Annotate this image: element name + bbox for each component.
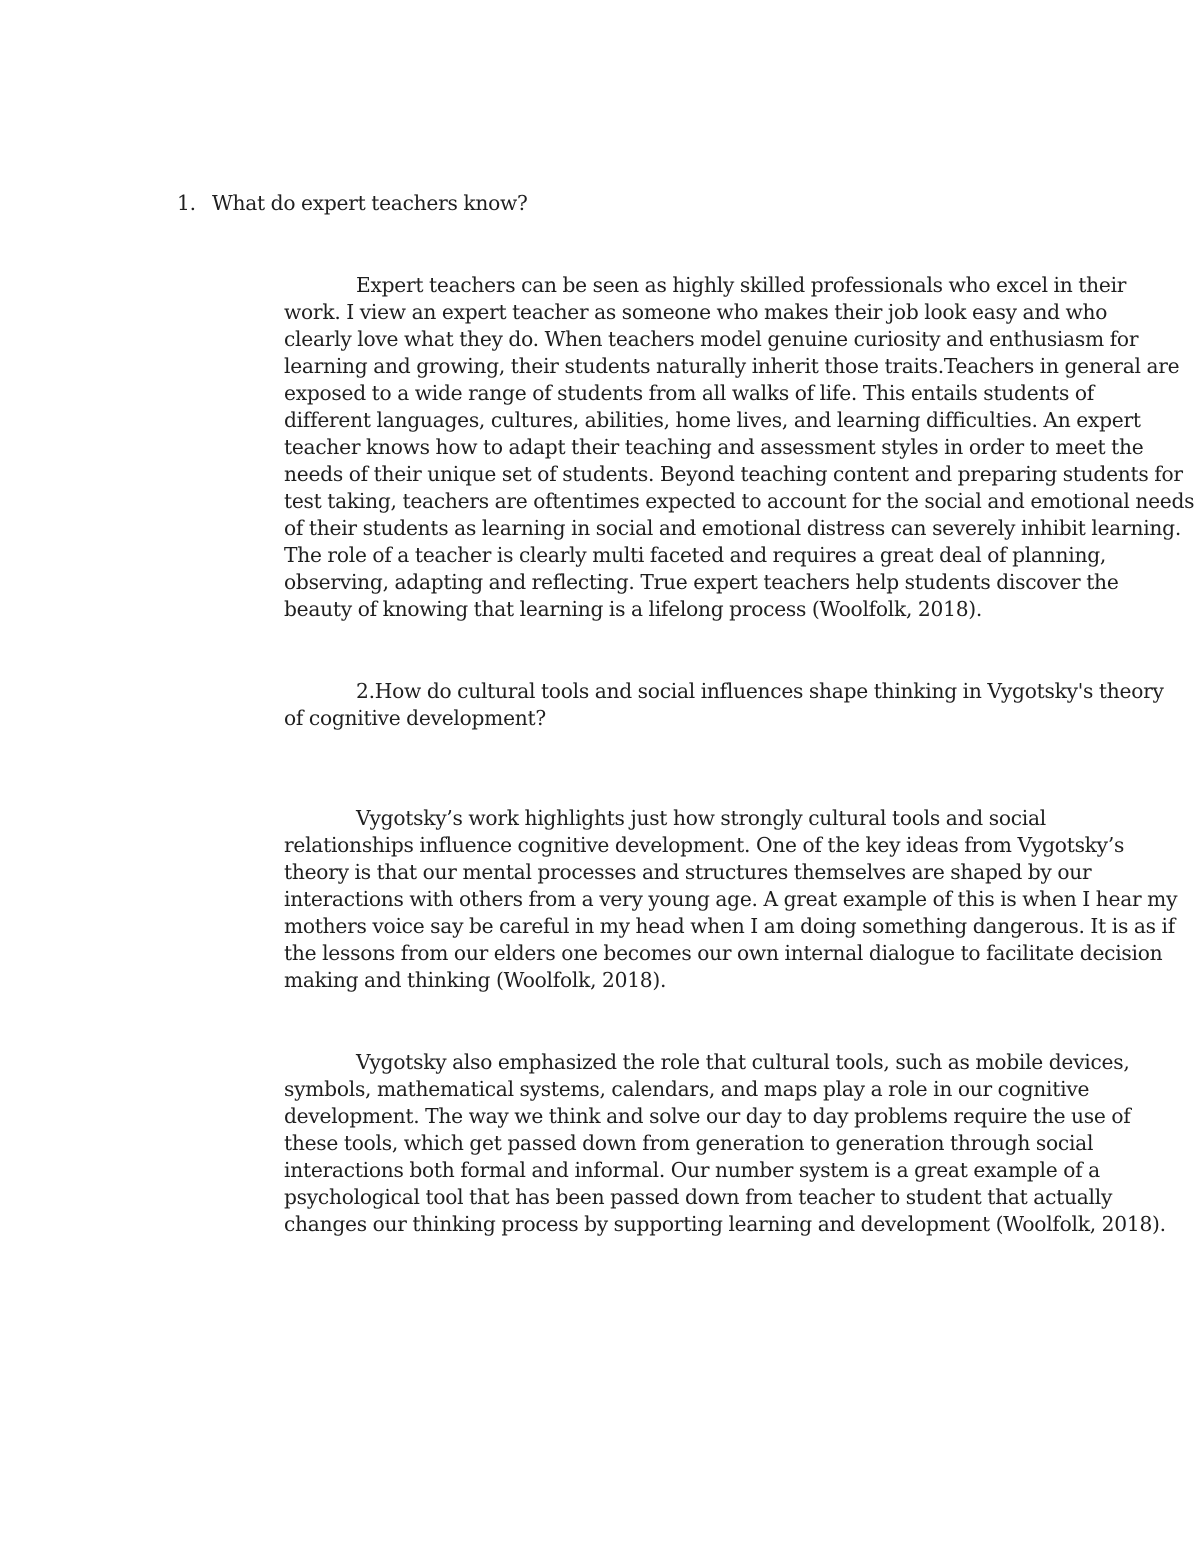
text-line: relationships influence cognitive development. One of the key ideas from Vygotsky’s — [284, 833, 1125, 857]
text-line: test taking, teachers are oftentimes expected to account for the social and emotional needs — [284, 489, 1195, 513]
answer-1-paragraph — [212, 272, 1195, 623]
text-line: theory is that our mental processes and structures themselves are shaped by our — [284, 860, 1092, 884]
text-line: exposed to a wide range of students from all walks of life. This entails students of — [284, 381, 1095, 405]
text-line: clearly love what they do. When teachers model genuine curiosity and enthusiasm for — [284, 327, 1139, 351]
text-line: making and thinking (Woolfolk, 2018). — [284, 968, 667, 992]
question-1-text: What do expert teachers know? — [212, 191, 528, 215]
text-line: mothers voice say be careful in my head when I am doing something dangerous. It is as if — [284, 914, 1175, 938]
question-1-number: 1. — [177, 191, 196, 215]
text-line: development. The way we think and solve our day to day problems require the use of — [284, 1104, 1131, 1128]
text-line: interactions both formal and informal. Our number system is a great example of a — [284, 1158, 1100, 1182]
text-line: Vygotsky also emphasized the role that cultural tools, such as mobile devices, — [356, 1050, 1130, 1074]
text-line: psychological tool that has been passed down from teacher to student that actually — [284, 1185, 1113, 1209]
answer-2-paragraph — [212, 805, 1178, 994]
document-body — [177, 190, 1195, 1238]
text-line: teacher knows how to adapt their teaching and assessment styles in order to meet the — [284, 435, 1144, 459]
text-line: Vygotsky’s work highlights just how strongly cultural tools and social — [356, 806, 1047, 830]
text-line: of their students as learning in social and emotional distress can severely inhibit learning. — [284, 516, 1182, 540]
text-line: learning and growing, their students naturally inherit those traits.Teachers in general are — [284, 354, 1180, 378]
text-line: these tools, which get passed down from generation to generation through social — [284, 1131, 1094, 1155]
answer-3-paragraph — [212, 1049, 1166, 1238]
text-line: The role of a teacher is clearly multi faceted and requires a great deal of planning, — [284, 543, 1107, 567]
text-line: observing, adapting and reflecting. True expert teachers help students discover the — [284, 570, 1119, 594]
text-line: symbols, mathematical systems, calendars, and maps play a role in our cognitive — [284, 1077, 1090, 1101]
text-line: different languages, cultures, abilities, home lives, and learning difficulties. An expert — [284, 408, 1141, 432]
text-line: beauty of knowing that learning is a lifelong process (Woolfolk, 2018). — [284, 597, 983, 621]
text-line: interactions with others from a very young age. A great example of this is when I hear my — [284, 887, 1178, 911]
text-line: Expert teachers can be seen as highly skilled professionals who excel in their — [356, 273, 1127, 297]
text-line: work. I view an expert teacher as someone who makes their job look easy and who — [284, 300, 1108, 324]
text-line: changes our thinking process by supporting learning and development (Woolfolk, 2018). — [284, 1212, 1166, 1236]
text-line: the lessons from our elders one becomes our own internal dialogue to facilitate decision — [284, 941, 1163, 965]
question-2 — [212, 678, 1164, 732]
text-line: of cognitive development? — [284, 706, 546, 730]
text-line: 2.How do cultural tools and social influences shape thinking in Vygotsky's theory — [356, 679, 1164, 703]
text-line: needs of their unique set of students. Beyond teaching content and preparing students for — [284, 462, 1183, 486]
question-1 — [177, 190, 1062, 217]
